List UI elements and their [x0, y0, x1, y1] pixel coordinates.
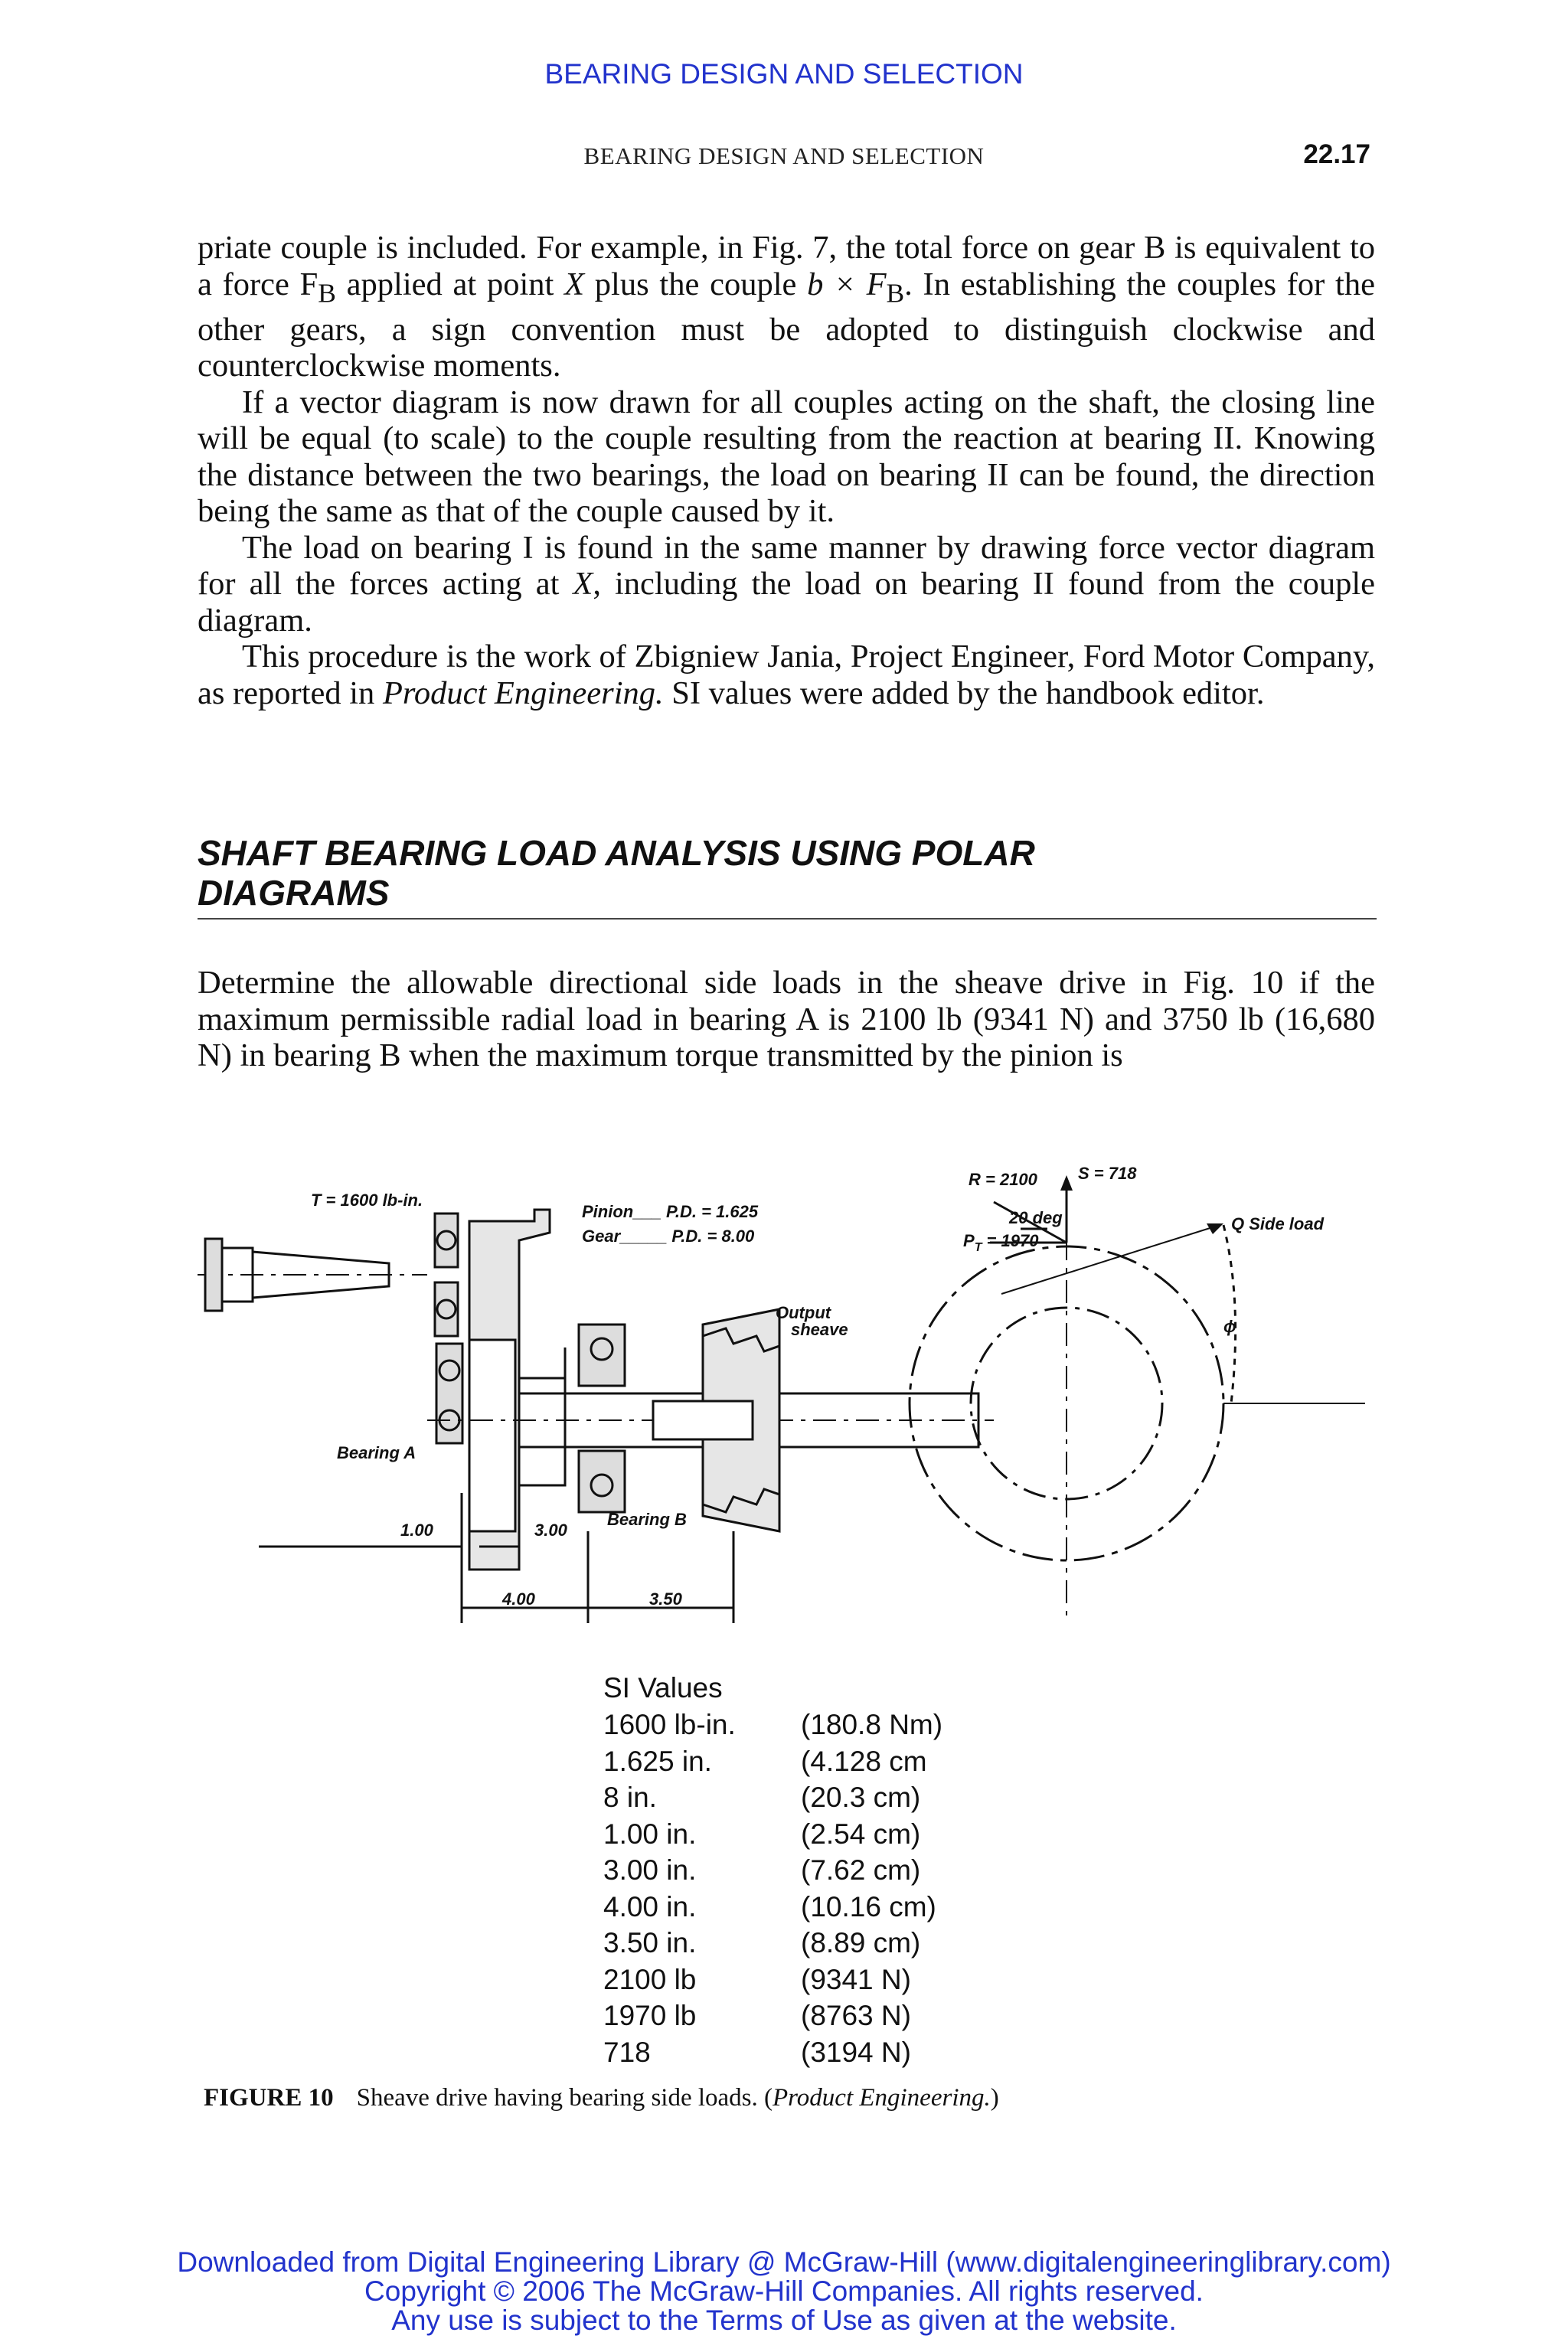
si-row [603, 1964, 911, 2000]
si-row [603, 1927, 920, 1963]
dim-3-label: 3.00 [534, 1521, 567, 1540]
si-imperial-value: 4.00 in. [603, 1890, 697, 1922]
deg-label: 20 deg [1009, 1208, 1063, 1227]
figure-caption: FIGURE 10 Sheave drive having bearing side loads. (Product Engineering.) [204, 2084, 999, 2112]
si-imperial-value: 718 [603, 2036, 651, 2068]
si-row [603, 1709, 942, 1745]
footer-download-link[interactable]: Downloaded from Digital Engineering Library @ McGraw-Hill (www.digitalengineeringlibrary.com) [177, 2246, 1391, 2278]
si-imperial-value: 2100 lb [603, 1963, 697, 1995]
si-imperial-value: 1970 lb [603, 2000, 697, 2031]
r-label: R = 2100 [969, 1170, 1037, 1189]
figure-10-drawing [198, 1148, 1377, 1631]
top-link[interactable]: BEARING DESIGN AND SELECTION [544, 58, 1024, 90]
pt-label: $P_T = 1970$ [963, 1231, 1039, 1254]
bearing-b [579, 1325, 625, 1386]
body-text [198, 230, 1375, 711]
si-metric-value: (8.89 cm) [801, 1927, 921, 1958]
paragraph-1: priate couple is included. For example, in Fig. 7, the total force on gear B is equivalent to a force $F_B$ applied at point X plus the couple $b \times F_B$. In establishing the couples for the other gears, a sign convention must be adopted to distinguish clockwise and counterclockwise moments. [198, 230, 1375, 384]
si-metric-value: (3194 N) [801, 2036, 911, 2068]
si-imperial-value: 1.00 in. [603, 1818, 697, 1850]
paragraph-2: If a vector diagram is now drawn for all couples acting on the shaft, the closing line will be equal (to scale) to the couple resulting from the reaction at bearing II. Knowing the distance between the two bearings, the load on bearing II can be found, the direction being the same as that of the couple caused by it. [198, 384, 1375, 529]
si-imperial-value: 8 in. [603, 1782, 657, 1813]
s-label: S = 718 [1078, 1164, 1137, 1183]
section-rule [198, 918, 1377, 920]
section-title: SHAFT BEARING LOAD ANALYSIS USING POLAR DIAGRAMS [198, 833, 1035, 913]
si-imperial-value: 3.50 in. [603, 1927, 697, 1958]
si-row [603, 1746, 927, 1782]
pinion-label: Pinion___ P.D. = 1.625 [582, 1202, 759, 1221]
phi-label: ϕ [1223, 1317, 1236, 1336]
si-row [603, 2000, 911, 2036]
q-label: Q Side load [1231, 1214, 1325, 1233]
paragraph-4: This procedure is the work of Zbigniew Jania, Project Engineer, Ford Motor Company, as reported in Product Engineering. SI values were added by the handbook editor. [198, 639, 1375, 711]
dim-35-label: 3.50 [649, 1589, 682, 1609]
footer-copyright: Copyright © 2006 The McGraw-Hill Companies. All rights reserved. [364, 2275, 1204, 2307]
si-metric-value: (9341 N) [801, 1963, 911, 1995]
bearing-a-label: Bearing A [337, 1443, 416, 1462]
si-metric-value: (20.3 cm) [801, 1782, 921, 1813]
si-values-title: SI Values [603, 1672, 723, 1704]
si-row [603, 1782, 920, 1818]
footer-terms[interactable]: Any use is subject to the Terms of Use as given at the website. [391, 2305, 1177, 2336]
si-metric-value: (2.54 cm) [801, 1818, 921, 1850]
running-head: BEARING DESIGN AND SELECTION [583, 142, 985, 169]
si-imperial-value: 3.00 in. [603, 1854, 697, 1886]
si-row [603, 1818, 920, 1854]
si-row [603, 1854, 920, 1890]
bearing-b-label: Bearing B [607, 1510, 687, 1529]
si-metric-value: (180.8 Nm) [801, 1709, 943, 1740]
si-imperial-value: 1.625 in. [603, 1745, 712, 1777]
gear-label: Gear_____ P.D. = 8.00 [582, 1227, 755, 1246]
output-label-2: sheave [791, 1320, 848, 1339]
paragraph-3: The load on bearing I is found in the same manner by drawing force vector diagram for all the forces acting at X, including the load on bearing II found from the couple diagram. [198, 529, 1375, 639]
si-metric-value: (8763 N) [801, 2000, 911, 2031]
si-imperial-value: 1600 lb-in. [603, 1709, 736, 1740]
section-paragraph: Determine the allowable directional side loads in the sheave drive in Fig. 10 if the maximum permissible radial load in bearing A is 2100 lb (9341 N) and 3750 lb (16,680 N) in bearing B when the maximum torque transmitted by the pinion is [198, 965, 1375, 1073]
si-metric-value: (7.62 cm) [801, 1854, 921, 1886]
si-row [603, 2037, 911, 2073]
si-row [603, 1891, 936, 1927]
torque-label: T = 1600 lb-in. [311, 1191, 423, 1210]
dim-4-label: 4.00 [502, 1589, 535, 1609]
si-metric-value: (10.16 cm) [801, 1890, 936, 1922]
output-label-1: Output [776, 1303, 831, 1322]
dim-1-label: 1.00 [400, 1521, 433, 1540]
si-metric-value: (4.128 cm [801, 1745, 927, 1777]
page-number: 22.17 [1303, 139, 1370, 169]
bearing-a [436, 1344, 462, 1443]
